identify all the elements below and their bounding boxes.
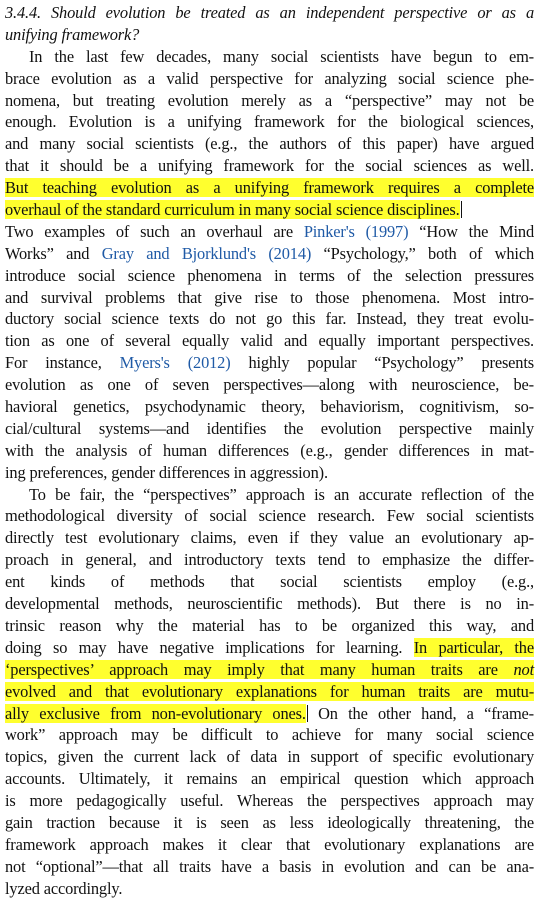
highlight[interactable]: ally exclusive from non-evolutionary ones.: [5, 703, 306, 723]
heading-line: unifying framework?: [5, 24, 140, 44]
text-line[interactable]: framework approach makes it clear that evolutionary explanations are: [5, 834, 534, 854]
text-run: ‘perspectives’ approach may imply that many human traits are: [5, 659, 514, 679]
text-line[interactable]: In the last few decades, many social scientists have begun to em-: [29, 46, 534, 66]
text-line[interactable]: trinsic reason why the material has to be organized this way, and: [5, 615, 534, 635]
highlight[interactable]: evolved and that evolutionary explanations for human traits are mutu-: [5, 681, 534, 701]
highlight[interactable]: overhaul of the standard curriculum in many social science disciplines.: [5, 200, 460, 220]
citation-link-gray-bjorklund[interactable]: Gray and Bjorklund's (2014): [101, 243, 312, 263]
text-line[interactable]: [5, 352, 534, 374]
text-line[interactable]: that it should be a unifying framework for the social sciences as well.: [5, 156, 534, 176]
text-line[interactable]: nomena, but treating evolution merely as a “perspective” may not be: [5, 90, 534, 110]
text-line[interactable]: work” approach may be difficult to achieve for many social science: [5, 725, 534, 745]
text-run: Two examples of such an overhaul are: [5, 221, 304, 241]
text-line[interactable]: [5, 243, 534, 265]
text-line[interactable]: accounts. Ultimately, it remains an empirical question which approach: [5, 769, 534, 789]
text-line[interactable]: [5, 637, 534, 659]
paragraph-1: [5, 46, 534, 484]
text-line[interactable]: topics, given the current lack of data in support of specific evolutionary: [5, 747, 534, 767]
text-line[interactable]: havioral genetics, psychodynamic theory, behaviorism, cognitivism, so-: [5, 397, 534, 417]
text-line[interactable]: gain traction because it is seen as less ideologically threatening, the: [5, 812, 534, 832]
heading-line: 3.4.4. Should evolution be treated as an independent perspective or as a: [5, 3, 534, 22]
text-line[interactable]: ent kinds of methods that social scientists employ (e.g.,: [5, 572, 534, 592]
text-line[interactable]: [5, 199, 534, 221]
text-line[interactable]: [5, 177, 534, 199]
text-line[interactable]: with the analysis of human differences (e.g., gender differences in mat-: [5, 440, 534, 460]
text-run: highly popular “Psychology” presents: [230, 353, 534, 373]
text-line[interactable]: ductory social science texts do not go this far. Instead, they treat evolu-: [5, 309, 534, 329]
highlight[interactable]: In particular, the: [413, 637, 534, 657]
highlight[interactable]: But teaching evolution as a unifying framework requires a complete: [5, 178, 534, 198]
text-line[interactable]: evolution as one of seven perspectives—along with neuroscience, be-: [5, 375, 534, 395]
text-line[interactable]: introduce social science phenomena in terms of the selection pressures: [5, 265, 534, 285]
emphasis: not: [513, 659, 534, 679]
text-line[interactable]: proach in general, and introductory texts tend to emphasize the differ-: [5, 550, 534, 570]
text-line[interactable]: directly test evolutionary claims, even if they value an evolutionary ap-: [5, 528, 534, 548]
citation-link-myers[interactable]: Myers's (2012): [119, 353, 231, 373]
text-line[interactable]: brace evolution as a valid perspective for analyzing social science phe-: [5, 68, 534, 88]
text-run: “Psychology,” both of which: [311, 243, 534, 263]
text-line[interactable]: cial/cultural systems—and identifies the evolution perspective mainly: [5, 418, 534, 438]
text-line[interactable]: [5, 659, 534, 681]
text-line[interactable]: To be fair, the “perspectives” approach is an accurate reflection of the: [29, 484, 534, 504]
text-line[interactable]: [5, 221, 534, 243]
text-line[interactable]: and survival problems that give rise to those phenomena. Most intro-: [5, 287, 534, 307]
text-line[interactable]: methodological diversity of social science research. Few social scientists: [5, 506, 534, 526]
text-line[interactable]: lyzed accordingly.: [5, 878, 123, 898]
text-line[interactable]: developmental methods, neuroscientific methods). But there is no in-: [5, 594, 534, 614]
text-run: “How the Mind: [408, 221, 535, 241]
text-line[interactable]: [5, 681, 534, 703]
text-line[interactable]: ing preferences, gender differences in aggression).: [5, 462, 328, 482]
section-heading: [5, 2, 534, 46]
text-line[interactable]: and many social scientists (e.g., the authors of this paper) have argued: [5, 134, 534, 154]
citation-link-pinker[interactable]: Pinker's (1997): [303, 221, 409, 241]
paragraph-2: [5, 484, 534, 900]
highlight[interactable]: [5, 660, 534, 679]
text-run: Works” and: [5, 243, 102, 263]
text-run: doing so may have negative implications for learning.: [5, 637, 414, 657]
text-line[interactable]: enough. Evolution is a unifying framework for the biological sciences,: [5, 112, 534, 132]
text-line[interactable]: is more pedagogically useful. Whereas the perspectives approach may: [5, 791, 534, 811]
text-run: On the other hand, a “frame-: [307, 703, 534, 723]
text-line[interactable]: [5, 703, 534, 725]
text-line[interactable]: not “optional”—that all traits have a basis in evolution and can be ana-: [5, 856, 534, 876]
text-run: For instance,: [5, 353, 120, 373]
text-line[interactable]: tion as one of several equally valid and equally important perspectives.: [5, 331, 534, 351]
text-cursor: [461, 201, 462, 218]
